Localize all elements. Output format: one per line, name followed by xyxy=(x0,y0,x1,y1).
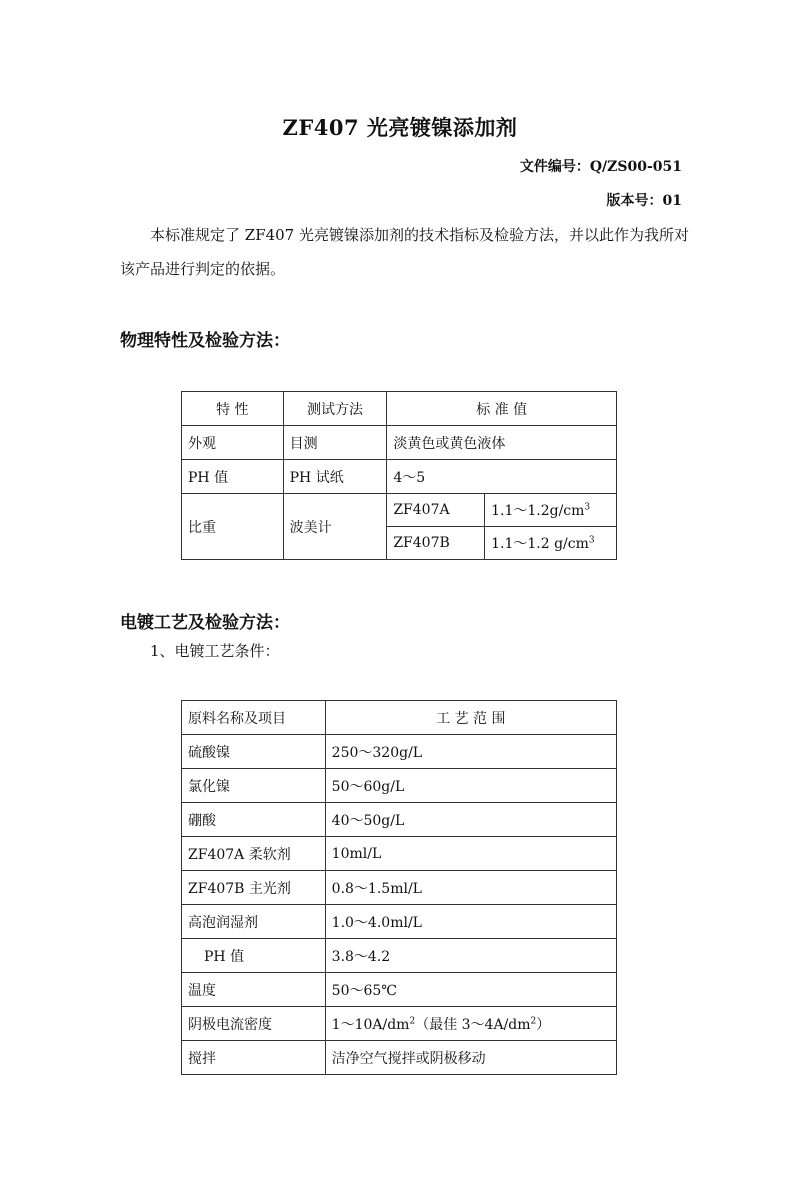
document-title: ZF407 光亮镀镍添加剂 xyxy=(282,115,518,140)
cell-property: 外观 xyxy=(182,426,284,460)
cell-item: 搅拌 xyxy=(182,1041,326,1075)
cell-item: 氯化镍 xyxy=(182,769,326,803)
table-row xyxy=(182,1041,617,1075)
header-property: 特 性 xyxy=(182,392,284,426)
cell-range: 洁净空气搅拌或阴极移动 xyxy=(325,1041,616,1075)
cell-item: 温度 xyxy=(182,973,326,1007)
table-row xyxy=(182,426,617,460)
cell-method: 目测 xyxy=(283,426,387,460)
cell-range: 3.8～4.2 xyxy=(325,939,616,973)
table-row xyxy=(182,769,617,803)
cell-value: 淡黄色或黄色液体 xyxy=(387,426,617,460)
physical-properties-table xyxy=(181,391,617,560)
document-number: 文件编号：Q/ZS00-051 xyxy=(519,159,682,175)
cell-range: 10ml/L xyxy=(325,837,616,871)
cell-value-a: $1.1\sim 1.2g/cm^3$ xyxy=(485,494,617,527)
header-standard-value: 标 准 值 xyxy=(387,392,617,426)
cell-item: ZF407A 柔软剂 xyxy=(182,837,326,871)
cell-item: 高泡润湿剂 xyxy=(182,905,326,939)
cell-range: 1.0～4.0ml/L xyxy=(325,905,616,939)
cell-range: 250～320g/L xyxy=(325,735,616,769)
cell-range: 50～60g/L xyxy=(325,769,616,803)
cell-range: $1\sim 10A/dm^2$（最佳 $3\sim 4A/dm^2$） xyxy=(325,1007,616,1041)
cell-property: PH 值 xyxy=(182,460,284,494)
cell-method: PH 试纸 xyxy=(283,460,387,494)
intro-paragraph: 本标准规定了 ZF407 光亮镀镍添加剂的技术指标及检验方法，并以此作为我所对该产品进行判定的依据。 xyxy=(120,226,689,278)
table-row xyxy=(182,735,617,769)
cell-value: 4～5 xyxy=(387,460,617,494)
table-row xyxy=(182,803,617,837)
table-row xyxy=(182,905,617,939)
table-row xyxy=(182,1007,617,1041)
table-header-row xyxy=(182,392,617,426)
cell-item: PH 值 xyxy=(182,939,326,973)
cell-property: 比重 xyxy=(182,494,284,560)
plating-conditions-table xyxy=(181,700,617,1075)
cell-value-b: 1.1～1.2 $g/cm^3$ xyxy=(485,527,617,560)
cell-product-b: ZF407B xyxy=(387,527,485,560)
table-row xyxy=(182,494,617,527)
header-range: 工 艺 范 围 xyxy=(325,701,616,735)
cell-item: 硼酸 xyxy=(182,803,326,837)
table-row xyxy=(182,871,617,905)
cell-item: 阴极电流密度 xyxy=(182,1007,326,1041)
table-row xyxy=(182,460,617,494)
subsection-conditions: 1、电镀工艺条件： xyxy=(150,642,280,660)
cell-method: 波美计 xyxy=(283,494,387,560)
cell-item: ZF407B 主光剂 xyxy=(182,871,326,905)
header-item: 原料名称及项目 xyxy=(182,701,326,735)
section-heading-physical: 物理特性及检验方法： xyxy=(120,331,290,351)
cell-product-a: ZF407A xyxy=(387,494,485,527)
cell-range: 0.8～1.5ml/L xyxy=(325,871,616,905)
section-heading-plating: 电镀工艺及检验方法： xyxy=(120,613,290,633)
table-row xyxy=(182,973,617,1007)
cell-item: 硫酸镍 xyxy=(182,735,326,769)
cell-range: 50～65℃ xyxy=(325,973,616,1007)
cell-range: 40～50g/L xyxy=(325,803,616,837)
header-method: 测试方法 xyxy=(283,392,387,426)
table-row xyxy=(182,837,617,871)
table-header-row xyxy=(182,701,617,735)
table-row xyxy=(182,939,617,973)
document-version: 版本号：01 xyxy=(606,193,682,209)
